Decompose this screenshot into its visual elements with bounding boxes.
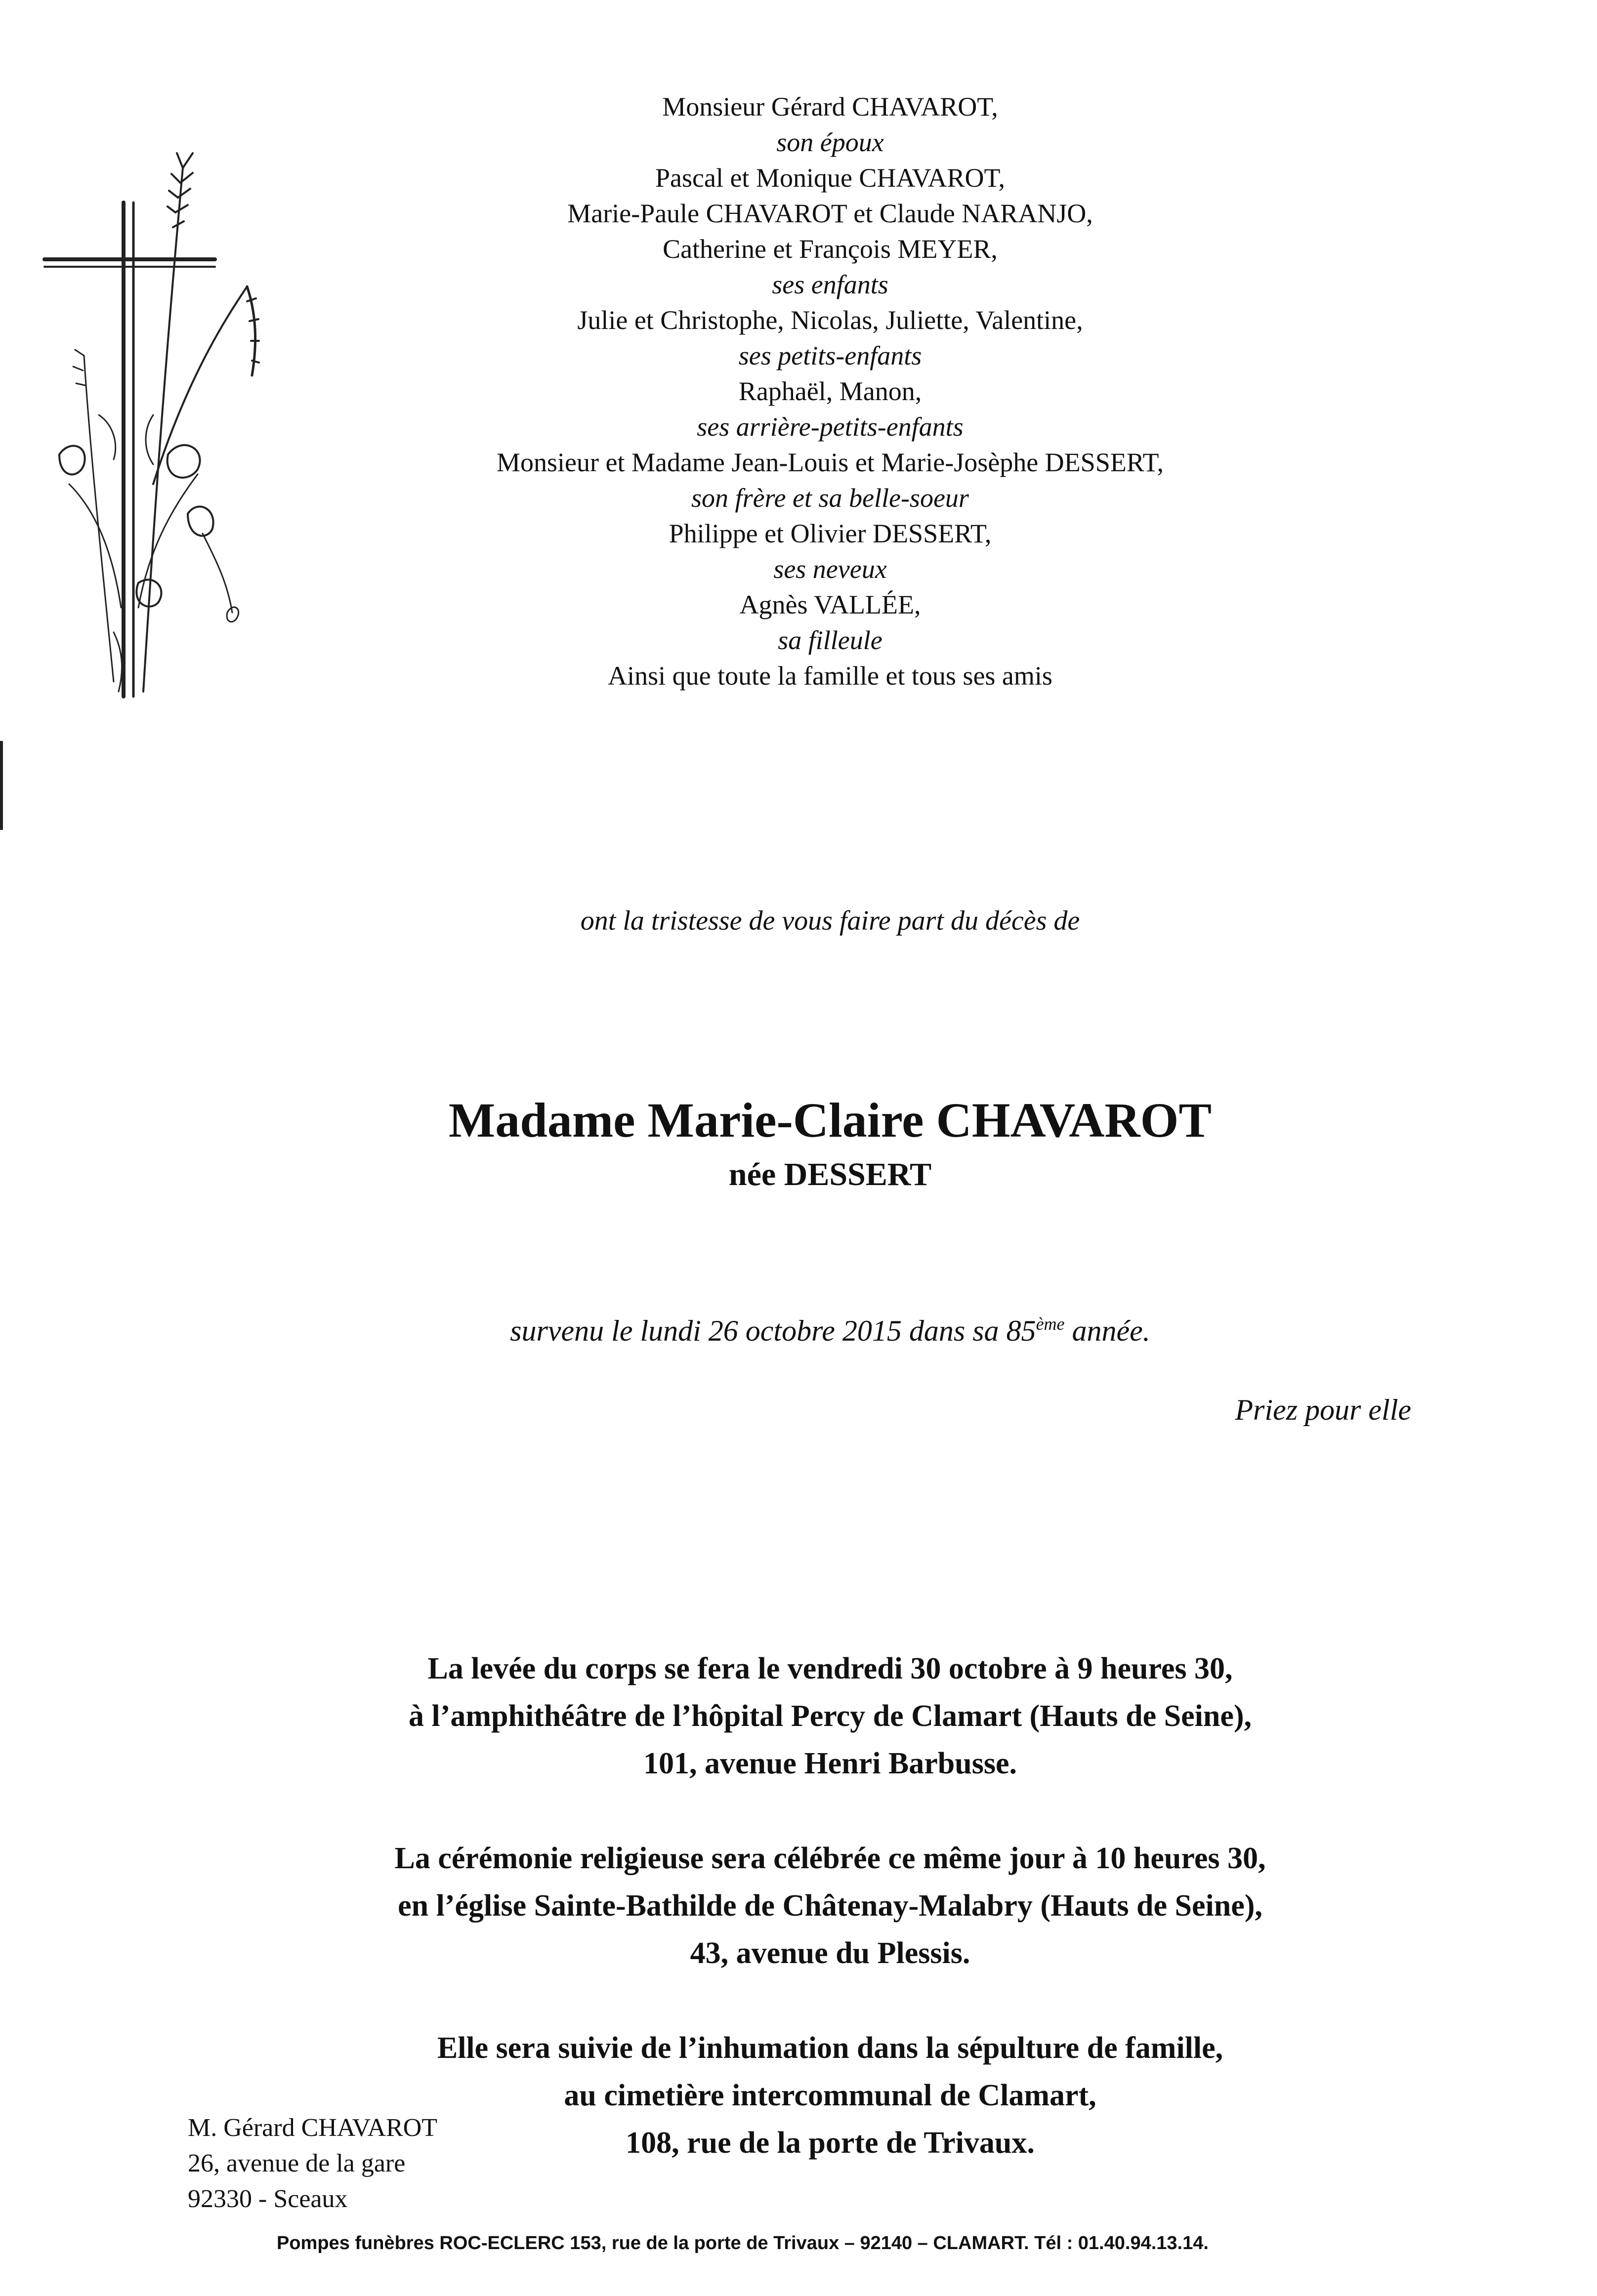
family-member: Monsieur Gérard CHAVAROT, [662,92,998,122]
death-date-text: survenu le lundi 26 octobre 2015 dans sa 85 [510,1314,1036,1347]
family-relation: ses enfants [772,270,888,299]
ceremony-line: au cimetière intercommunal de Clamart, [564,2079,1096,2112]
prayer-line: Priez pour elle [1235,1394,1411,1426]
family-member: Agnès VALLÉE, [739,590,921,619]
family-list [296,89,1364,694]
family-member: Marie-Paule CHAVAROT et Claude NARANJO, [567,199,1093,228]
ordinal-suffix: ème [1036,1314,1065,1334]
family-member: Monsieur et Madame Jean-Louis et Marie-Josèphe DESSERT, [497,448,1164,477]
family-member: Catherine et François MEYER, [663,234,998,264]
contact-city: 92330 - Sceaux [188,2185,348,2213]
scan-edge-mark [0,741,3,830]
family-relation: sa filleule [778,625,883,655]
ceremony-line: La cérémonie religieuse sera célébrée ce même jour à 10 heures 30, [394,1842,1266,1875]
ceremony-line: à l’amphithéâtre de l’hôpital Percy de Clamart (Hauts de Seine), [409,1699,1252,1733]
ceremony-block [222,1645,1438,1787]
deceased-maiden-name: née DESSERT [728,1156,932,1192]
family-member: Raphaël, Manon, [738,376,922,406]
family-relation: son frère et sa belle-soeur [691,483,969,513]
funeral-home-footer: Pompes funèbres ROC-ECLERC 153, rue de la porte de Trivaux – 92140 – CLAMART. Tél : 01.40.94.13.14. [277,2233,1209,2254]
contact-name: M. Gérard CHAVAROT [188,2114,438,2142]
contact-address [188,2110,437,2217]
ceremony-line: 108, rue de la porte de Trivaux. [626,2126,1035,2160]
ceremony-line: La levée du corps se fera le vendredi 30 octobre à 9 heures 30, [427,1652,1233,1685]
family-member: Julie et Christophe, Nicolas, Juliette, Valentine, [577,305,1083,335]
cross-wheat-flowers-illustration [40,138,267,711]
family-relation: ses petits-enfants [738,341,922,370]
contact-street: 26, avenue de la gare [188,2149,406,2177]
family-relation: son époux [776,127,884,157]
ceremony-block [222,1835,1438,1977]
deceased-name: Madame Marie-Claire CHAVAROT [448,1093,1212,1148]
family-relation: ses neveux [773,554,887,584]
death-date-end: année. [1064,1314,1150,1347]
ceremony-line: 101, avenue Henri Barbusse. [643,1747,1017,1780]
family-member: Ainsi que toute la famille et tous ses amis [608,661,1052,691]
announcement: ont la tristesse de vous faire part du décès de [580,905,1080,936]
death-date-line [296,1314,1364,1348]
family-relation: ses arrière-petits-enfants [697,412,964,442]
family-member: Pascal et Monique CHAVAROT, [655,163,1005,193]
ceremony-line: 43, avenue du Plessis. [690,1936,970,1970]
ceremony-line: en l’église Sainte-Bathilde de Châtenay-Malabry (Hauts de Seine), [398,1889,1262,1923]
family-member: Philippe et Olivier DESSERT, [669,519,992,548]
ceremony-line: Elle sera suivie de l’inhumation dans la sépulture de famille, [437,2031,1223,2065]
